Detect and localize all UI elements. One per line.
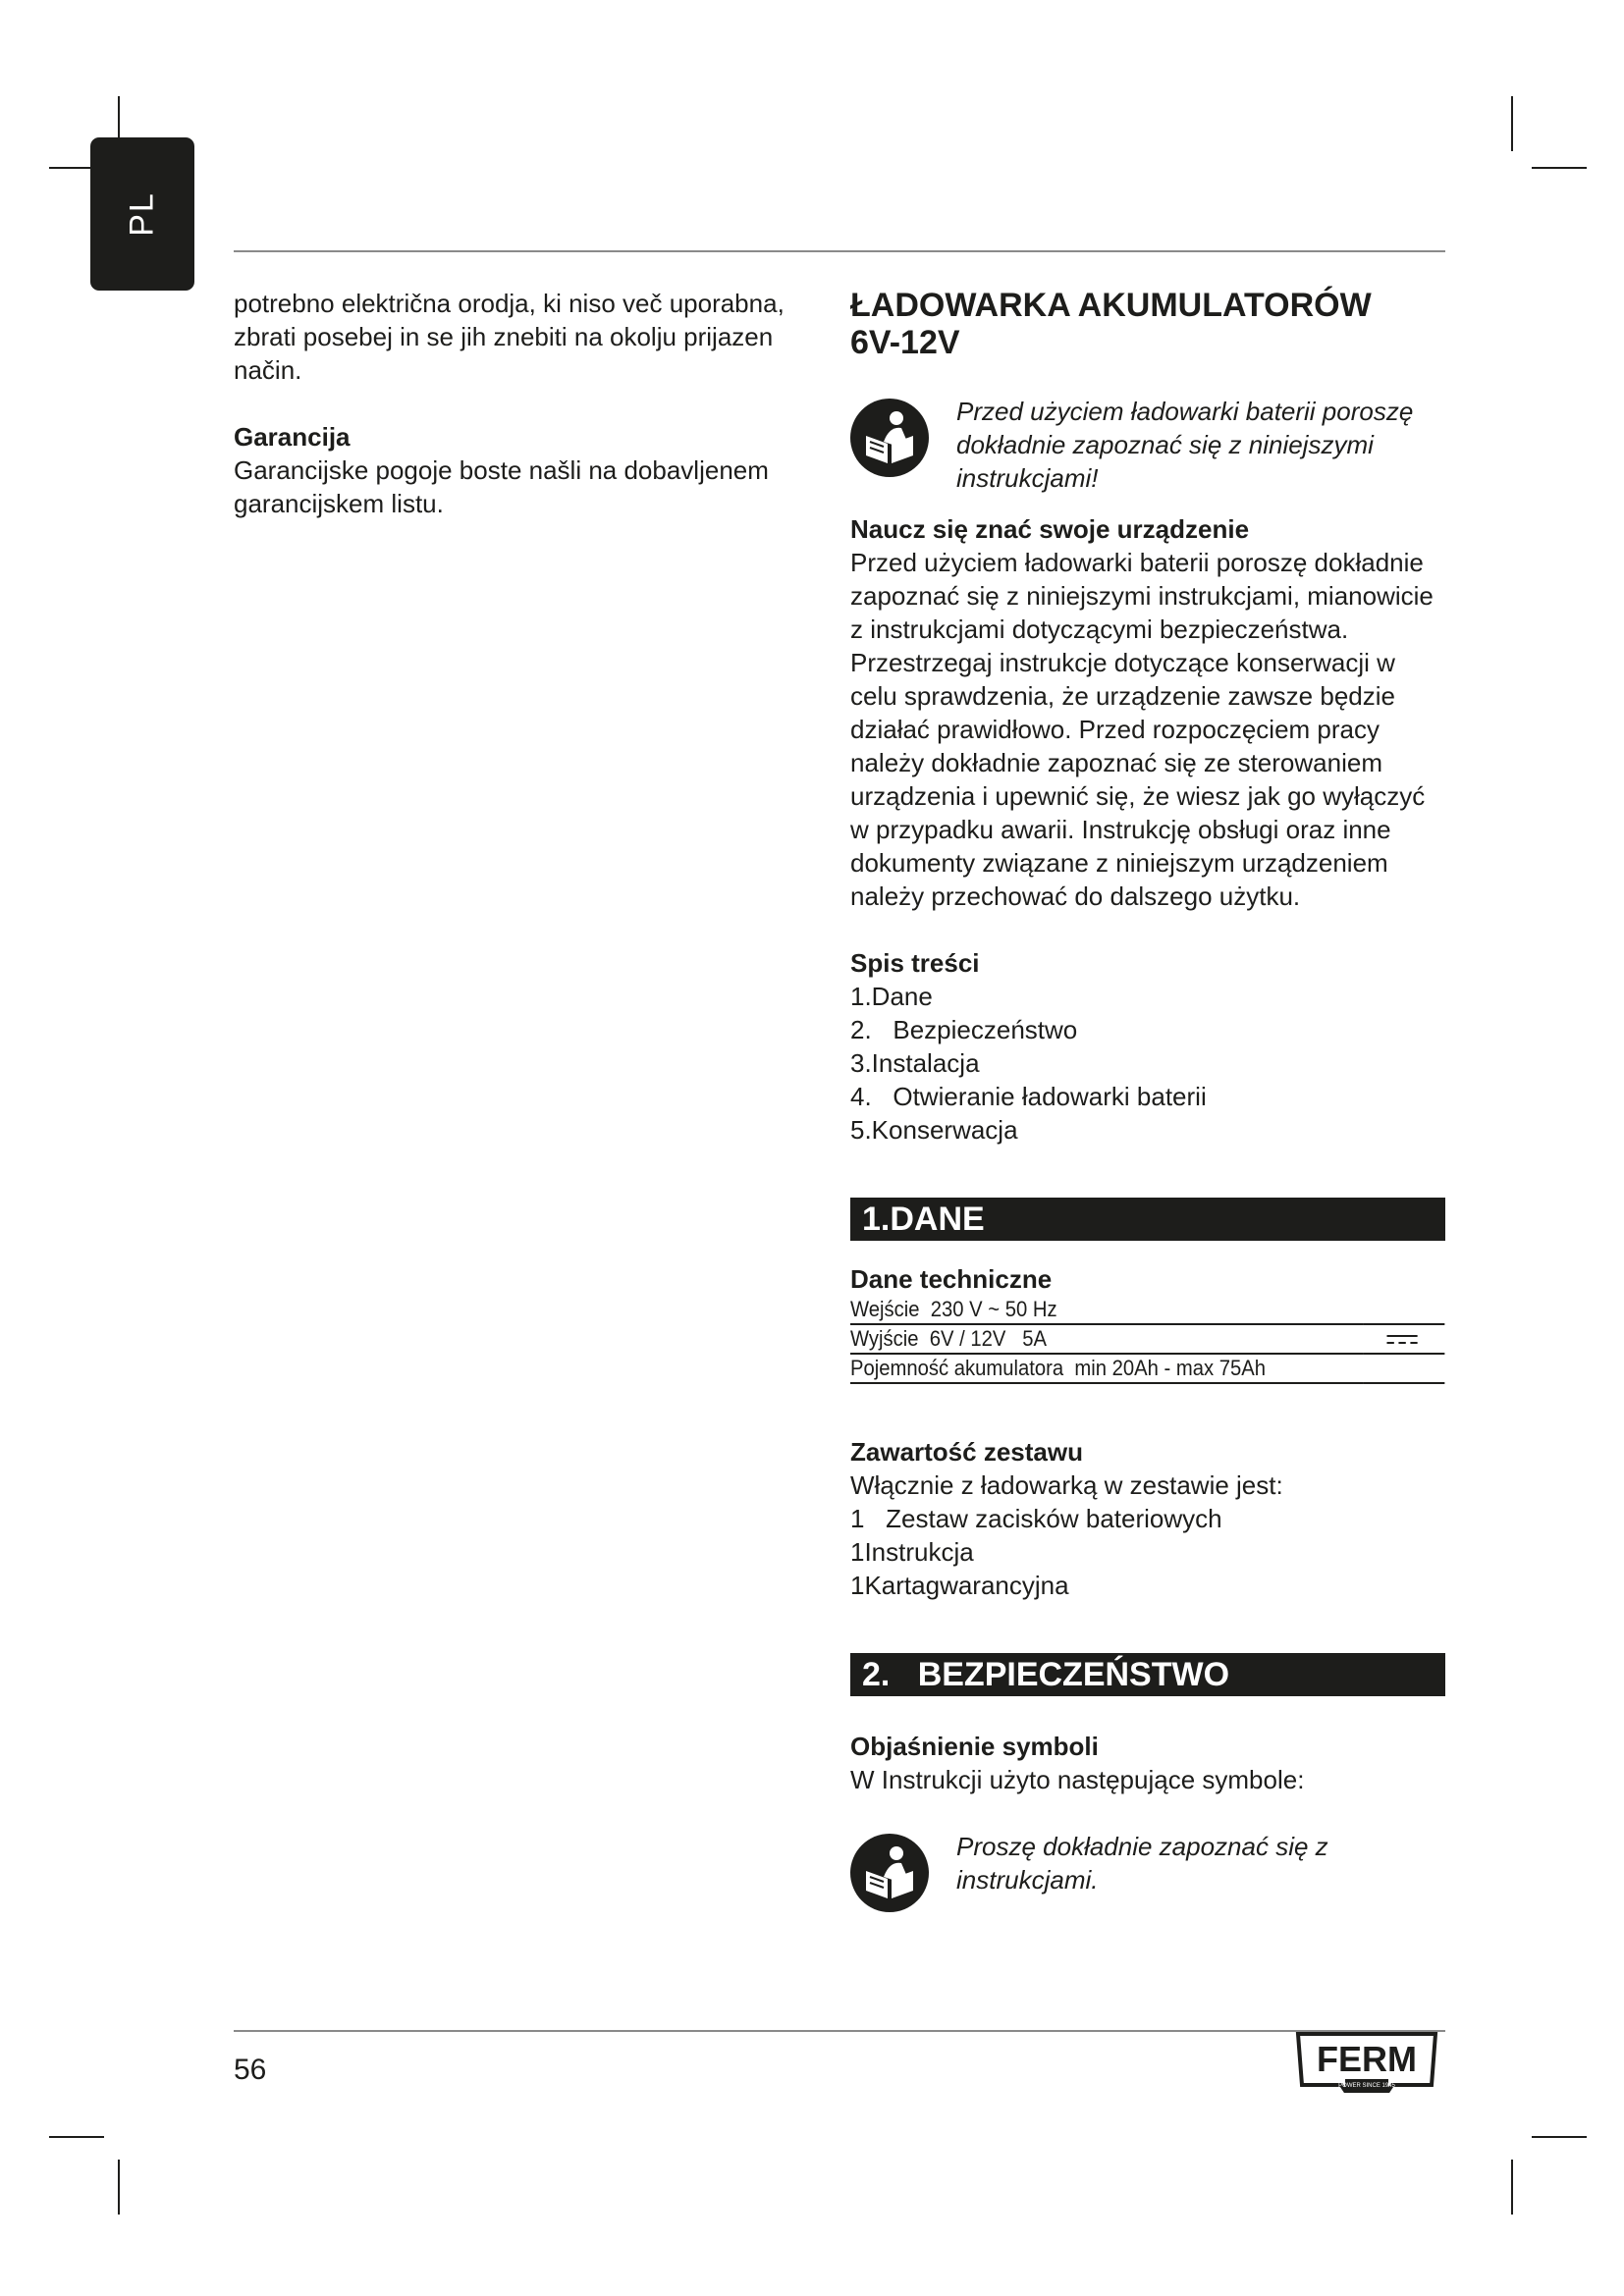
header-rule	[234, 250, 1445, 252]
symbol-notice	[850, 1830, 1445, 1948]
warranty-heading: Garancija	[234, 422, 351, 452]
spec-table	[850, 1296, 1444, 1384]
read-manual-icon	[850, 1834, 929, 1912]
symbols-intro: W Instrukcji użyto następujące symbole:	[850, 1765, 1305, 1794]
toc-item: 4. Otwieranie ładowarki baterii	[850, 1082, 1207, 1111]
spec-cell: Pojemność akumulatora min 20Ah - max 75Ah	[850, 1354, 1363, 1383]
spec-row	[850, 1354, 1444, 1383]
spec-cell: Wejście 230 V ~ 50 Hz	[850, 1296, 1363, 1324]
toc-item: 1.Dane	[850, 982, 933, 1011]
symbols-heading: Objaśnienie symboli	[850, 1732, 1099, 1761]
crop-mark	[49, 2136, 104, 2138]
logo-wordmark: FERM	[1317, 2039, 1417, 2079]
read-manual-icon	[850, 399, 929, 477]
notice-text: Przed użyciem ładowarki baterii poroszę dokładnie zapoznać się z niniejszymi instrukcjami!	[956, 397, 1414, 493]
symbol-notice-text: Proszę dokładnie zapoznać się z instrukcjami.	[956, 1832, 1328, 1895]
crop-mark	[1511, 96, 1513, 151]
right-column	[850, 287, 1445, 1948]
crop-mark	[1532, 167, 1587, 169]
contents-heading: Zawartość zestawu	[850, 1437, 1083, 1467]
left-column	[234, 287, 833, 520]
warranty-text: Garancijske pogoje boste našli na dobavljenem garancijskem listu.	[234, 455, 769, 518]
crop-mark	[118, 2160, 120, 2215]
direct-current-icon	[1386, 1333, 1417, 1347]
toc-item: 5.Konserwacja	[850, 1115, 1018, 1145]
contents-item: 1Instrukcja	[850, 1537, 974, 1567]
crop-mark	[1532, 2136, 1587, 2138]
logo-tagline: POWER SINCE 1945	[1338, 2083, 1395, 2089]
title-line-2: 6V-12V	[850, 324, 960, 361]
spec-row	[850, 1296, 1444, 1324]
title-line-1: ŁADOWARKA AKUMULATORÓW	[850, 287, 1372, 324]
read-manual-notice	[850, 395, 1445, 512]
contents-item: 1 Zestaw zacisków bateriowych	[850, 1504, 1222, 1533]
toc-item: 3.Instalacja	[850, 1048, 980, 1078]
crop-mark	[1511, 2160, 1513, 2215]
spec-row	[850, 1324, 1444, 1354]
footer-rule	[234, 2030, 1445, 2032]
toc-item: 2. Bezpieczeństwo	[850, 1015, 1078, 1044]
toc-heading: Spis treści	[850, 948, 980, 978]
contents-intro: Włącznie z ładowarką w zestawie jest:	[850, 1470, 1283, 1500]
ferm-logo	[1294, 2030, 1439, 2093]
section-1-header: 1.DANE	[850, 1198, 1445, 1241]
intro-paragraph: potrebno električna orodja, ki niso več uporabna, zbrati posebej in se jih znebiti na okolju prijazen način.	[234, 289, 785, 385]
spec-cell: Wyjście 6V / 12V 5A	[850, 1324, 1363, 1354]
language-tab-label: PL	[123, 191, 161, 237]
tech-data-heading: Dane techniczne	[850, 1264, 1053, 1294]
page-title	[850, 287, 1445, 361]
know-device-text: Przed użyciem ładowarki baterii poroszę dokładnie zapoznać się z niniejszymi instrukcjami, mianowicie z instrukcjami dotyczącymi bezpieczeństwa. Przestrzegaj instrukcje dotyczące konserwacji w celu sprawdzenia, że urządzenie zawsze będzie działać prawidłowo. Przed rozpoczęciem pracy należy dokładnie zapoznać się ze sterowaniem urządzenia i upewnić się, że wiesz jak go wyłączyć w przypadku awarii. Instrukcję obsługi oraz inne dokumenty związane z niniejszym urządzeniem należy przechować do dalszego użytku.	[850, 548, 1434, 911]
language-tab	[90, 137, 194, 291]
contents-item: 1Kartagwarancyjna	[850, 1571, 1069, 1600]
section-2-header: 2. BEZPIECZEŃSTWO	[850, 1653, 1445, 1696]
page-number: 56	[234, 2054, 267, 2086]
know-device-heading: Naucz się znać swoje urządzenie	[850, 514, 1250, 544]
